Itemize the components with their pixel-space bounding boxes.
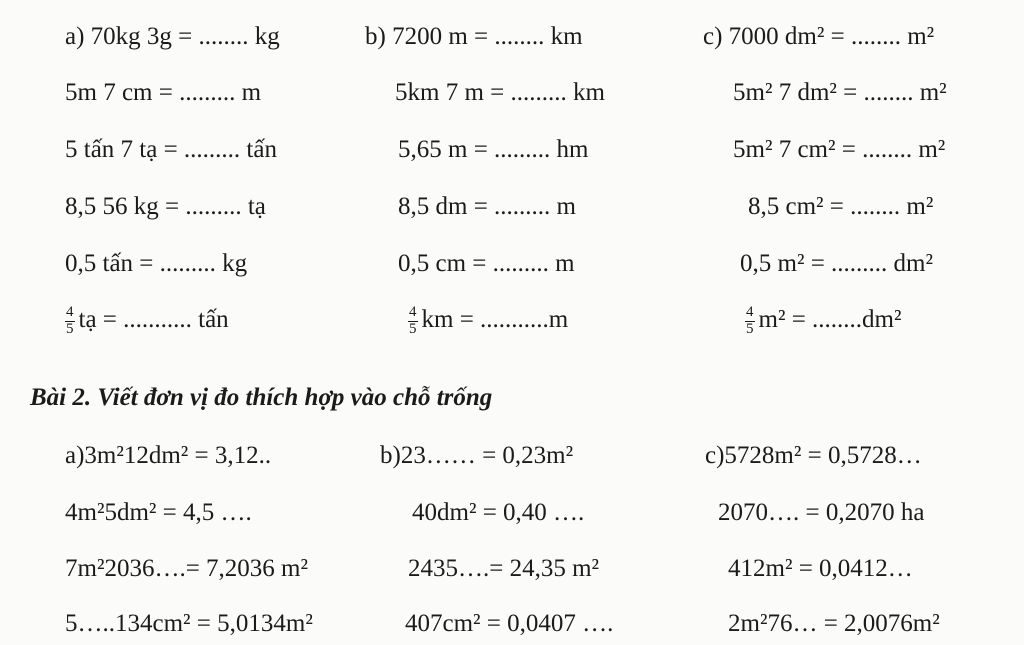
ex1-b-row-1: b) 7200 m = ........ km bbox=[365, 23, 583, 50]
fraction-rest: m² = ........dm² bbox=[758, 305, 902, 333]
fraction-numerator: 4 bbox=[66, 304, 74, 320]
fraction bbox=[65, 305, 75, 338]
fraction-rest: tạ = ........... tấn bbox=[78, 305, 229, 333]
fraction-numerator: 4 bbox=[409, 304, 417, 320]
ex1-b-row-5: 0,5 cm = ......... m bbox=[398, 250, 575, 277]
ex1-c-row-5: 0,5 m² = ......... dm² bbox=[740, 250, 933, 277]
ex1-a-row-5: 0,5 tấn = ......... kg bbox=[65, 250, 248, 277]
fraction bbox=[745, 305, 755, 338]
fraction-denominator: 5 bbox=[66, 320, 74, 337]
exercise-2-heading: Bài 2. Viết đơn vị đo thích hợp vào chỗ trống bbox=[30, 384, 493, 411]
ex2-c-row-3: 412m² = 0,0412… bbox=[728, 555, 913, 582]
ex1-a-row-4: 8,5 56 kg = ......... tạ bbox=[65, 193, 266, 220]
fraction-rest: km = ...........m bbox=[421, 305, 569, 333]
ex2-b-row-3: 2435….= 24,35 m² bbox=[408, 555, 600, 582]
ex2-a-row-2: 4m²5dm² = 4,5 …. bbox=[65, 499, 252, 526]
ex1-b-row-4: 8,5 dm = ......... m bbox=[398, 193, 576, 220]
ex1-c-row-3: 5m² 7 cm² = ........ m² bbox=[733, 136, 946, 163]
ex2-a-row-3: 7m²2036….= 7,2036 m² bbox=[65, 555, 308, 582]
ex1-a-row-6 bbox=[65, 305, 229, 338]
ex1-c-row-6 bbox=[745, 305, 901, 338]
ex2-a-row-1: a)3m²12dm² = 3,12.. bbox=[65, 442, 272, 469]
ex1-a-row-2: 5m 7 cm = ......... m bbox=[65, 79, 262, 106]
fraction-denominator: 5 bbox=[409, 320, 417, 337]
ex1-b-row-2: 5km 7 m = ......... km bbox=[395, 79, 605, 106]
ex1-b-row-3: 5,65 m = ......... hm bbox=[398, 136, 589, 163]
ex2-c-row-4: 2m²76… = 2,0076m² bbox=[728, 610, 940, 637]
ex1-b-row-6 bbox=[408, 305, 568, 338]
ex1-a-row-1: a) 70kg 3g = ........ kg bbox=[65, 23, 280, 50]
ex1-c-row-2: 5m² 7 dm² = ........ m² bbox=[733, 79, 947, 106]
fraction-numerator: 4 bbox=[746, 304, 754, 320]
fraction bbox=[408, 305, 418, 338]
ex2-a-row-4: 5…..134cm² = 5,0134m² bbox=[65, 610, 313, 637]
ex1-a-row-3: 5 tấn 7 tạ = ......... tấn bbox=[65, 136, 277, 163]
ex2-b-row-4: 407cm² = 0,0407 …. bbox=[405, 610, 614, 637]
ex2-b-row-2: 40dm² = 0,40 …. bbox=[412, 499, 585, 526]
ex2-b-row-1: b)23…… = 0,23m² bbox=[380, 442, 574, 469]
ex1-c-row-1: c) 7000 dm² = ........ m² bbox=[703, 23, 935, 50]
fraction-denominator: 5 bbox=[746, 320, 754, 337]
ex2-c-row-1: c)5728m² = 0,5728… bbox=[705, 442, 922, 469]
ex1-c-row-4: 8,5 cm² = ........ m² bbox=[748, 193, 934, 220]
ex2-c-row-2: 2070…. = 0,2070 ha bbox=[718, 499, 925, 526]
